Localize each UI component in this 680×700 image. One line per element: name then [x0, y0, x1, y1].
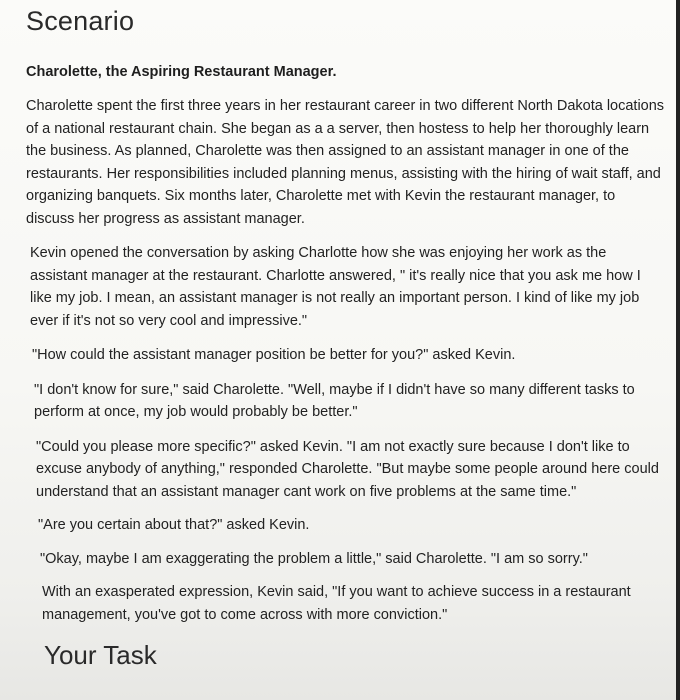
paragraph-dialogue: "Could you please more specific?" asked Kevin. "I am not exactly sure because I don't like to excuse anybody of anything," responded Charolette. "But maybe some people around here could understand that an assistant manager cant work on five problems at the same time.": [36, 438, 659, 500]
paragraph-background: Charolette spent the first three years in her restaurant career in two different North Dakota locations of a national restaurant chain. She began as a a server, then hostess to help her thoroughly learn the business. As planned, Charolette was then assigned to an assistant manager in one of the restaurants. Her responsibilities included planning menus, assisting with the hiring of wait staff, and organizing banquets. Six months later, Charolette met with Kevin the restaurant manager, to discuss her progress as assistant manager.: [26, 98, 665, 227]
scenario-heading: Scenario: [26, 6, 135, 36]
paragraph-dialogue: "I don't know for sure," said Charolette. "Well, maybe if I didn't have so many different tasks to perform at once, my job would probably be better.": [34, 381, 635, 420]
your-task-heading: Your Task: [44, 640, 157, 670]
scenario-content: [26, 6, 666, 671]
paragraph-conversation-opening: Kevin opened the conversation by asking Charlotte how she was enjoying her work as the assistant manager at the restaurant. Charlotte answered, " it's really nice that you ask me how I like my job. I mean, an assistant manager is not really an important person. I kind of like my job ever if it's not so very cool and impressive.": [30, 245, 641, 329]
screen-edge: [676, 0, 680, 700]
paragraph-dialogue: "Are you certain about that?" asked Kevin.: [38, 517, 310, 533]
paragraph-conclusion: With an exasperated expression, Kevin said, "If you want to achieve success in a restaurant management, you've got to come across with more conviction.": [42, 584, 631, 623]
scenario-subtitle: Charolette, the Aspiring Restaurant Manager.: [26, 64, 337, 80]
paragraph-dialogue: "How could the assistant manager position be better for you?" asked Kevin.: [32, 347, 516, 363]
paragraph-dialogue: "Okay, maybe I am exaggerating the problem a little," said Charolette. "I am so sorry.": [40, 550, 588, 567]
